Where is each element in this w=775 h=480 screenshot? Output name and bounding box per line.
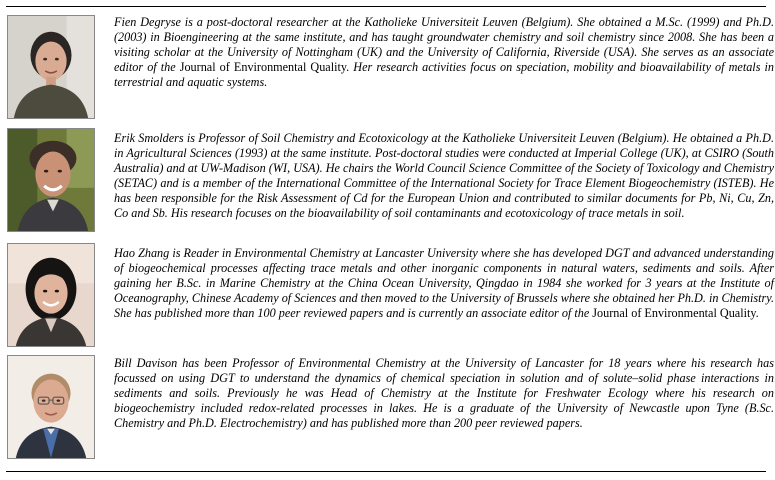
bio-text [114, 246, 774, 321]
bio-text [114, 356, 774, 431]
bottom-rule [6, 471, 766, 472]
author-photo [7, 15, 95, 119]
journal-name: Journal of Environmental Quality. [179, 60, 350, 74]
bio-text-segment: Bill Davison has been Professor of Environmental Chemistry at the University of Lancaster for 18 years where his research has focussed on using DGT to understand the dynamics of chemical speciation in solution and of solute–solid phase interactions in sediments and soils. Previously he was Head of Chemistry at the Institute for Freshwater Ecology where his research on biogeochemistry included redox-related processes in lakes. He is a graduate of the University of Newcastle upon Tyne (B.Sc. Chemistry and Ph.D. Electrochemistry) and has published more than 200 peer reviewed papers. [114, 356, 774, 430]
bio-text-segment: Her research activities focus on speciation, mobility and bioavailability of metals in terrestrial and aquatic systems. [114, 60, 774, 89]
author-photo [7, 243, 95, 347]
bio-text-segment: Fien Degryse is a post-doctoral researcher at the Katholieke Universiteit Leuven (Belgium). She obtained a M.Sc. (1999) and Ph.D. (2003) in Bioengineering at the same institute, and has taught groundwater chemistry and soil chemistry since 2008. She has been a visiting scholar at the University of Nottingham (UK) and the University of California, Riverside (USA). She serves as an associate editor of the [114, 15, 774, 74]
bio-text-segment: Hao Zhang is Reader in Environmental Chemistry at Lancaster University where she has developed DGT and advanced understanding of biogeochemical processes affecting trace metals and other inorganic components in natural waters, sediments and soils. After gaining her B.Sc. in Marine Chemistry at the China Ocean University, Qingdao in 1984 she worked for 3 years at the Institute of Oceanography, Chinese Academy of Sciences and then moved to the University of Brussels where she obtained her Ph.D. in Chemistry. She has published more than 100 peer reviewed papers and is currently an associate editor of the [114, 246, 774, 320]
author-photo [7, 355, 95, 459]
author-photo [7, 128, 95, 232]
bio-text-segment: Erik Smolders is Professor of Soil Chemistry and Ecotoxicology at the Katholieke Universiteit Leuven (Belgium). He obtained a Ph.D. in Agricultural Sciences (1993) at the same institute. Post-doctoral studies were conducted at Imperial College (UK), at CSIRO (South Australia) and at UW-Madison (WI, USA). He chairs the World Council Science Committee of the Society of Toxicology and Chemistry (SETAC) and is a member of the International Committee of the International Society for Trace Element Biogeochemistry (ISTEB). He has been responsible for the Risk Assessment of Cd for the European Union and contributed to similar documents for Pb, Ni, Cu, Zn, Co and Sb. His research focuses on the bioavailability of soil contaminants and ecotoxicology of trace metals in soil. [114, 131, 774, 220]
journal-name: Journal of Environmental Quality. [592, 306, 759, 320]
bio-text [114, 131, 774, 221]
bio-text [114, 15, 774, 90]
top-rule [6, 6, 766, 7]
